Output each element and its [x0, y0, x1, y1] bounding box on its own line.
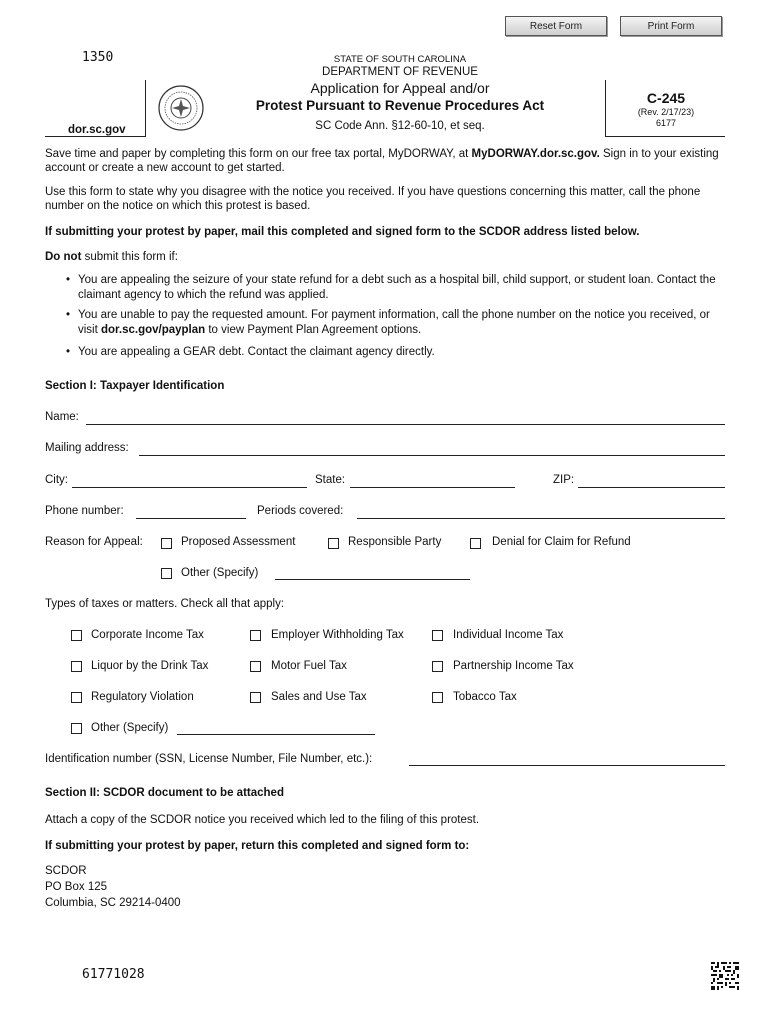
employer-withholding-tax-checkbox[interactable] — [250, 630, 261, 641]
revision-date: (Rev. 2/17/23) — [637, 107, 695, 117]
form-title-line2: Protest Pursuant to Revenue Procedures Act — [255, 98, 545, 113]
bullet-refund-seizure: • You are appealing the seizure of your state refund for a debt such as a hospital bill, child support, or student loan. Contact the claimant agency to which the refund was applied. — [66, 274, 716, 301]
proposed-assessment-checkbox[interactable] — [161, 538, 172, 549]
mailing-address-label: Mailing address: — [45, 442, 129, 454]
form-number: C-245 — [646, 90, 686, 106]
bullet-gear-debt: • You are appealing a GEAR debt. Contact the claimant agency directly. — [66, 346, 435, 358]
city-label: City: — [45, 474, 68, 486]
state-seal-icon — [157, 84, 205, 132]
employer-withholding-tax-label: Employer Withholding Tax — [271, 629, 404, 641]
tax-other-field[interactable] — [177, 734, 375, 735]
zip-label: ZIP: — [553, 474, 575, 486]
partnership-income-tax-label: Partnership Income Tax — [453, 660, 574, 672]
form-title-line1: Application for Appeal and/or — [310, 80, 490, 96]
address-line-2: PO Box 125 — [45, 881, 108, 893]
section-1-title: Section I: Taxpayer Identification — [45, 380, 225, 392]
proposed-assessment-label: Proposed Assessment — [181, 536, 296, 548]
individual-income-tax-label: Individual Income Tax — [453, 629, 564, 641]
regulatory-violation-checkbox[interactable] — [71, 692, 82, 703]
tax-other-checkbox[interactable] — [71, 723, 82, 734]
name-field[interactable] — [86, 424, 725, 425]
denial-refund-checkbox[interactable] — [470, 538, 481, 549]
phone-field[interactable] — [136, 518, 246, 519]
tobacco-tax-label: Tobacco Tax — [453, 691, 517, 703]
code-reference: SC Code Ann. §12-60-10, et seq. — [315, 120, 485, 132]
liquor-by-the-drink-tax-label: Liquor by the Drink Tax — [91, 660, 209, 672]
reason-other-field[interactable] — [275, 579, 470, 580]
sales-and-use-tax-label: Sales and Use Tax — [271, 691, 367, 703]
mailing-address-field[interactable] — [139, 455, 725, 456]
zip-field[interactable] — [578, 487, 725, 488]
website-label: dor.sc.gov — [68, 124, 126, 136]
tax-other-label: Other (Specify) — [91, 722, 169, 734]
identification-number-field[interactable] — [409, 765, 725, 766]
paper-instruction: If submitting your protest by paper, mail this completed and signed form to the SCDOR address listed below. — [45, 226, 640, 238]
corporate-income-tax-label: Corporate Income Tax — [91, 629, 204, 641]
liquor-by-the-drink-tax-checkbox[interactable] — [71, 661, 82, 672]
responsible-party-checkbox[interactable] — [328, 538, 339, 549]
state-name: STATE OF SOUTH CAROLINA — [333, 54, 467, 65]
phone-label: Phone number: — [45, 505, 124, 517]
state-label: State: — [315, 474, 346, 486]
footer-form-code: 61771028 — [82, 967, 145, 982]
types-label: Types of taxes or matters. Check all that apply: — [45, 598, 285, 610]
reason-other-label: Other (Specify) — [181, 567, 259, 579]
corporate-income-tax-checkbox[interactable] — [71, 630, 82, 641]
tobacco-tax-checkbox[interactable] — [432, 692, 443, 703]
barcode-icon — [711, 962, 739, 990]
name-label: Name: — [45, 411, 79, 423]
address-line-3: Columbia, SC 29214-0400 — [45, 897, 181, 909]
bullet-unable-to-pay: • You are unable to pay the requested amount. For payment information, call the phone number on the notice you received, or visit dor.sc.gov/payplan to view Payment Plan Agreement options. — [66, 309, 710, 336]
form-code-number: 6177 — [655, 118, 677, 128]
form-id-top: 1350 — [82, 50, 114, 65]
do-not-heading: Do not submit this form if: — [45, 251, 178, 263]
responsible-party-label: Responsible Party — [348, 536, 442, 548]
address-line-1: SCDOR — [45, 865, 87, 877]
sales-and-use-tax-checkbox[interactable] — [250, 692, 261, 703]
denial-refund-label: Denial for Claim for Refund — [492, 536, 631, 548]
reason-label: Reason for Appeal: — [45, 536, 143, 548]
intro-paragraph-1: Save time and paper by completing this form on our free tax portal, MyDORWAY, at MyDORWAY.dor.sc.gov. Sign in to your existing account or create a new account to get started. — [45, 148, 719, 174]
city-field[interactable] — [72, 487, 307, 488]
partnership-income-tax-checkbox[interactable] — [432, 661, 443, 672]
individual-income-tax-checkbox[interactable] — [432, 630, 443, 641]
motor-fuel-tax-label: Motor Fuel Tax — [271, 660, 347, 672]
section-2-text: Attach a copy of the SCDOR notice you received which led to the filing of this protest. — [45, 814, 480, 826]
section-2-paper-instruction: If submitting your protest by paper, return this completed and signed form to: — [45, 840, 470, 852]
print-form-button[interactable]: Print Form — [620, 16, 722, 36]
identification-number-label: Identification number (SSN, License Number, File Number, etc.): — [45, 753, 373, 765]
reset-form-button[interactable]: Reset Form — [505, 16, 607, 36]
motor-fuel-tax-checkbox[interactable] — [250, 661, 261, 672]
department-name: DEPARTMENT OF REVENUE — [322, 66, 478, 78]
intro-paragraph-2: Use this form to state why you disagree with the notice you received. If you have questions concerning this matter, call the phone number on the notice on which this protest is based. — [45, 186, 701, 212]
regulatory-violation-label: Regulatory Violation — [91, 691, 194, 703]
reason-other-checkbox[interactable] — [161, 568, 172, 579]
periods-field[interactable] — [357, 518, 725, 519]
state-field[interactable] — [350, 487, 515, 488]
section-2-title: Section II: SCDOR document to be attached — [45, 787, 284, 799]
periods-label: Periods covered: — [257, 505, 344, 517]
